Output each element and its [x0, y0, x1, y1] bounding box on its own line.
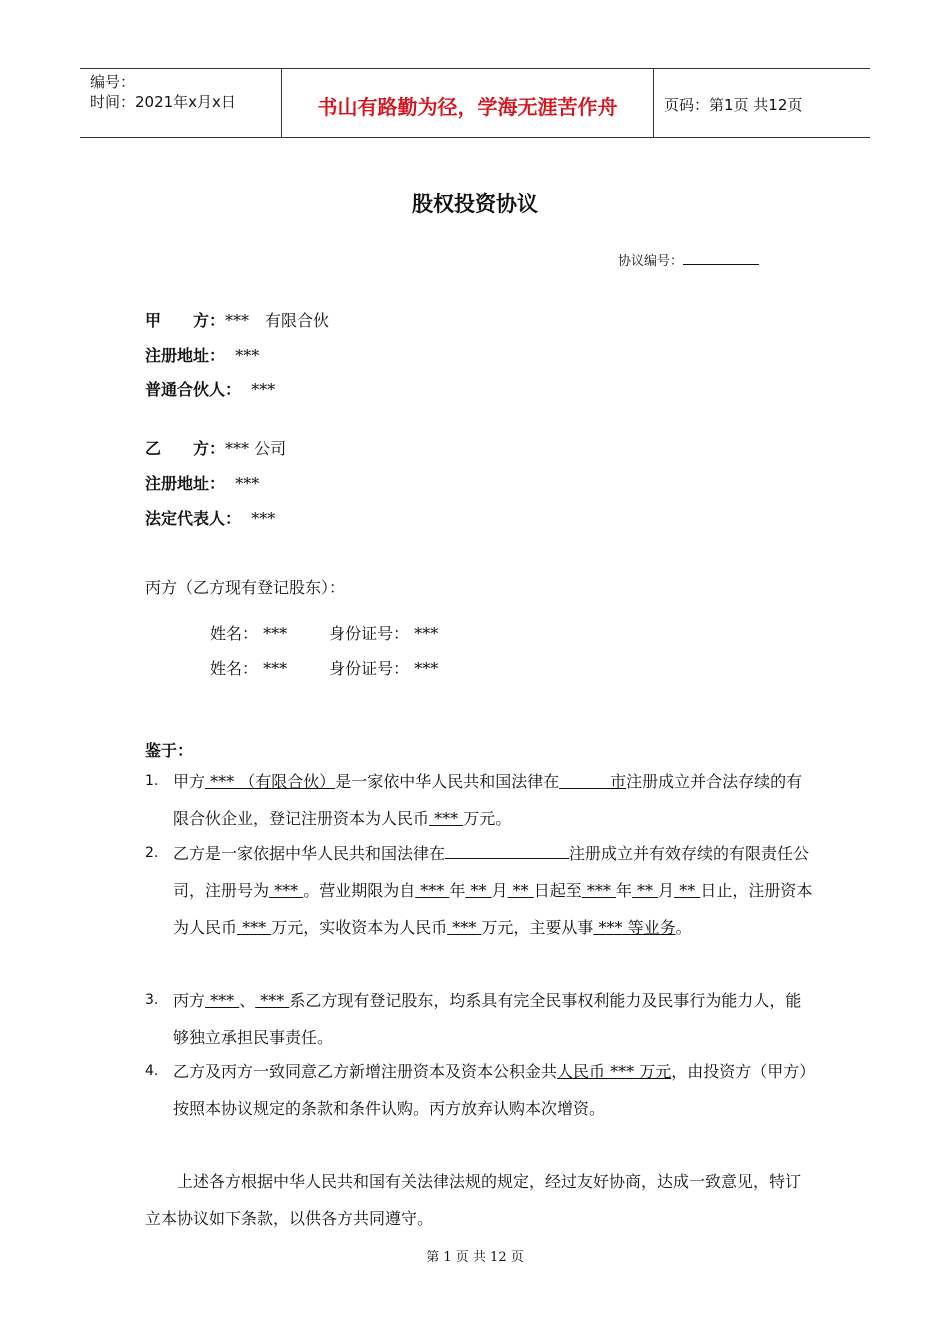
text-segment: 万元。 — [463, 809, 512, 828]
text-segment: 万元，主要从事 — [481, 918, 594, 937]
whereas-item-number: 2. — [145, 845, 159, 861]
page-footer: 第 1 页 共 12 页 — [426, 1250, 524, 1265]
party-b-rep-line — [145, 506, 275, 529]
party-b-rep-label: 法定代表人： — [145, 509, 242, 528]
whereas-item-2 — [173, 835, 813, 946]
text-segment: 注册成立并有效存续的有限责任公司，注册号为 — [173, 844, 810, 900]
text-segment: 年 — [615, 881, 632, 900]
filled-blank: *** — [415, 881, 450, 900]
whereas-item-1 — [173, 763, 813, 837]
party-a-address-value: *** — [235, 346, 260, 365]
header-motto: 书山有路勤为径，学海无涯苦作舟 — [317, 95, 618, 119]
text-segment: 。营业期限为自 — [303, 881, 416, 900]
filled-blank: ** — [631, 881, 659, 900]
text-segment: 系乙方现有登记股东，均系具有完全民事权利能力及民事行为能力人，能够独立承担民事责任。 — [173, 991, 802, 1047]
party-a-gp-line — [145, 377, 275, 400]
doc-number-label: 编号： — [90, 73, 136, 91]
document-title: 股权投资协议 — [412, 191, 538, 216]
party-a-gp-value: *** — [251, 380, 276, 399]
empty-blank — [445, 840, 569, 859]
header-meta-cell — [80, 69, 282, 137]
text-segment: 月 — [491, 881, 508, 900]
party-b-rep-value: *** — [251, 509, 276, 528]
whereas-item-number: 1. — [145, 773, 159, 789]
shareholder-row — [210, 656, 438, 679]
party-a-address-label: 注册地址： — [145, 346, 226, 365]
shareholder-id: *** — [414, 624, 439, 643]
text-segment: 、 — [239, 991, 256, 1010]
header-page-cell — [654, 69, 870, 137]
document-header — [80, 68, 870, 138]
shareholder-name-label: 姓名： — [210, 659, 259, 678]
closing-paragraph: 上述各方根据中华人民共和国有关法律法规的规定，经过友好协商，达成一致意见，特订立本协议如下条款，以供各方共同遵守。 — [145, 1172, 802, 1228]
party-a-address-line — [145, 343, 259, 366]
party-b-value: *** 公司 — [225, 439, 287, 458]
shareholder-name: *** — [263, 659, 288, 678]
text-segment: 乙方及丙方一致同意乙方新增注册资本及资本公积金共 — [173, 1062, 558, 1081]
text-segment: 月 — [658, 881, 675, 900]
filled-blank: *** 等业务 — [593, 918, 676, 937]
party-a-label: 甲 方： — [145, 311, 226, 330]
filled-blank: *** — [447, 918, 482, 937]
party-a-gp-label: 普通合伙人： — [145, 380, 242, 399]
header-motto-cell — [282, 69, 654, 137]
shareholder-id: *** — [414, 659, 439, 678]
text-segment: 日起至 — [533, 881, 582, 900]
agreement-number-label: 协议编号： — [618, 254, 684, 269]
text-segment: 日止，注册资本为人民币 — [173, 881, 813, 937]
shareholder-id-label: 身份证号： — [329, 659, 410, 678]
doc-time-label: 时间：2021年x月x日 — [90, 93, 236, 111]
agreement-number-blank — [683, 252, 759, 265]
filled-blank: *** — [269, 881, 304, 900]
text-segment: 丙方 — [173, 991, 206, 1010]
party-b-address-value: *** — [235, 474, 260, 493]
filled-blank: *** — [429, 809, 464, 828]
whereas-item-number: 3. — [145, 992, 159, 1008]
text-segment: 是一家依中华人民共和国法律在 — [335, 772, 560, 791]
party-a-line — [145, 308, 329, 331]
shareholder-name: *** — [263, 624, 288, 643]
text-segment: 。 — [675, 918, 692, 937]
party-b-label: 乙 方： — [145, 439, 226, 458]
text-segment: 注册成立并合法存续的有限合伙企业，登记注册资本为人民币 — [173, 772, 803, 828]
text-segment: 甲方 — [173, 772, 206, 791]
whereas-item-3 — [173, 982, 813, 1056]
filled-blank: *** — [205, 991, 240, 1010]
party-a-value: *** 有限合伙 — [225, 311, 330, 330]
filled-blank: 人民币 *** 万元 — [557, 1062, 672, 1081]
party-b-address-label: 注册地址： — [145, 474, 226, 493]
text-segment: 乙方是一家依据中华人民共和国法律在 — [173, 844, 446, 863]
filled-blank: *** — [237, 918, 272, 937]
filled-blank: *** （有限合伙） — [205, 772, 336, 791]
filled-blank: ** — [507, 881, 534, 900]
agreement-number — [618, 250, 759, 269]
shareholder-row — [210, 621, 438, 644]
whereas-heading: 鉴于： — [145, 741, 194, 760]
filled-blank: *** — [255, 991, 290, 1010]
shareholder-name-label: 姓名： — [210, 624, 259, 643]
text-segment: 万元，实收资本为人民币 — [271, 918, 448, 937]
whereas-item-4 — [173, 1053, 813, 1127]
filled-blank: *** — [581, 881, 616, 900]
header-page-info: 页码：第1页 共12页 — [664, 96, 803, 114]
filled-blank: ** — [674, 881, 701, 900]
shareholder-id-label: 身份证号： — [329, 624, 410, 643]
party-b-address-line — [145, 471, 259, 494]
filled-blank — [559, 772, 626, 791]
text-segment: 年 — [449, 881, 466, 900]
text-segment: ，由投资方（甲方）按照本协议规定的条款和条件认购。丙方放弃认购本次增资。 — [173, 1062, 808, 1118]
filled-blank: ** — [465, 881, 492, 900]
filled-blank-text: 市 — [610, 772, 627, 791]
whereas-item-number: 4. — [145, 1063, 159, 1079]
party-c-label: 丙方（乙方现有登记股东）： — [145, 578, 346, 597]
party-b-line — [145, 436, 286, 459]
